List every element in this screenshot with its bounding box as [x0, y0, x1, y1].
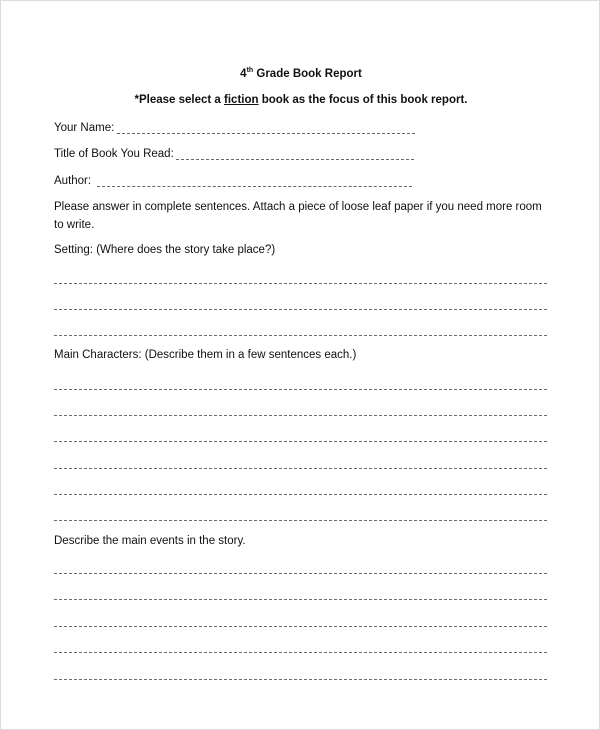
your-name-field[interactable] [117, 133, 415, 134]
subtitle-text-pre: *Please select a [134, 94, 225, 106]
events-answer-line-1[interactable] [54, 573, 547, 574]
author-field[interactable] [97, 186, 412, 187]
book-title-label: Title of Book You Read: [54, 148, 174, 160]
characters-answer-line-5[interactable] [54, 494, 547, 495]
main-events-prompt: Describe the main events in the story. [54, 535, 246, 547]
your-name-label: Your Name: [54, 122, 115, 134]
page-title [1, 68, 600, 80]
events-answer-line-5[interactable] [54, 679, 547, 680]
setting-answer-line-3[interactable] [54, 335, 547, 336]
characters-answer-line-6[interactable] [54, 520, 547, 521]
characters-answer-line-1[interactable] [54, 389, 547, 390]
author-label: Author: [54, 175, 92, 187]
characters-answer-line-2[interactable] [54, 415, 547, 416]
setting-answer-line-1[interactable] [54, 283, 547, 284]
characters-answer-line-4[interactable] [54, 468, 547, 469]
main-characters-prompt: Main Characters: (Describe them in a few sentences each.) [54, 349, 357, 361]
instructions-line-1: Please answer in complete sentences. Attach a piece of loose leaf paper if you need more room [54, 201, 542, 213]
title-text: Grade Book Report [253, 68, 362, 80]
subtitle-text-post: book as the focus of this book report. [258, 94, 468, 106]
setting-prompt: Setting: (Where does the story take place?) [54, 244, 276, 256]
characters-answer-line-3[interactable] [54, 441, 547, 442]
subtitle-emphasis: fiction [224, 94, 259, 106]
instructions-line-2: to write. [54, 219, 95, 231]
title-ordinal-suffix: th [246, 67, 254, 74]
page-subtitle [1, 94, 600, 106]
setting-answer-line-2[interactable] [54, 309, 547, 310]
events-answer-line-3[interactable] [54, 626, 547, 627]
events-answer-line-4[interactable] [54, 652, 547, 653]
book-title-field[interactable] [176, 159, 414, 160]
events-answer-line-2[interactable] [54, 599, 547, 600]
title-grade-number: 4 [240, 68, 247, 80]
